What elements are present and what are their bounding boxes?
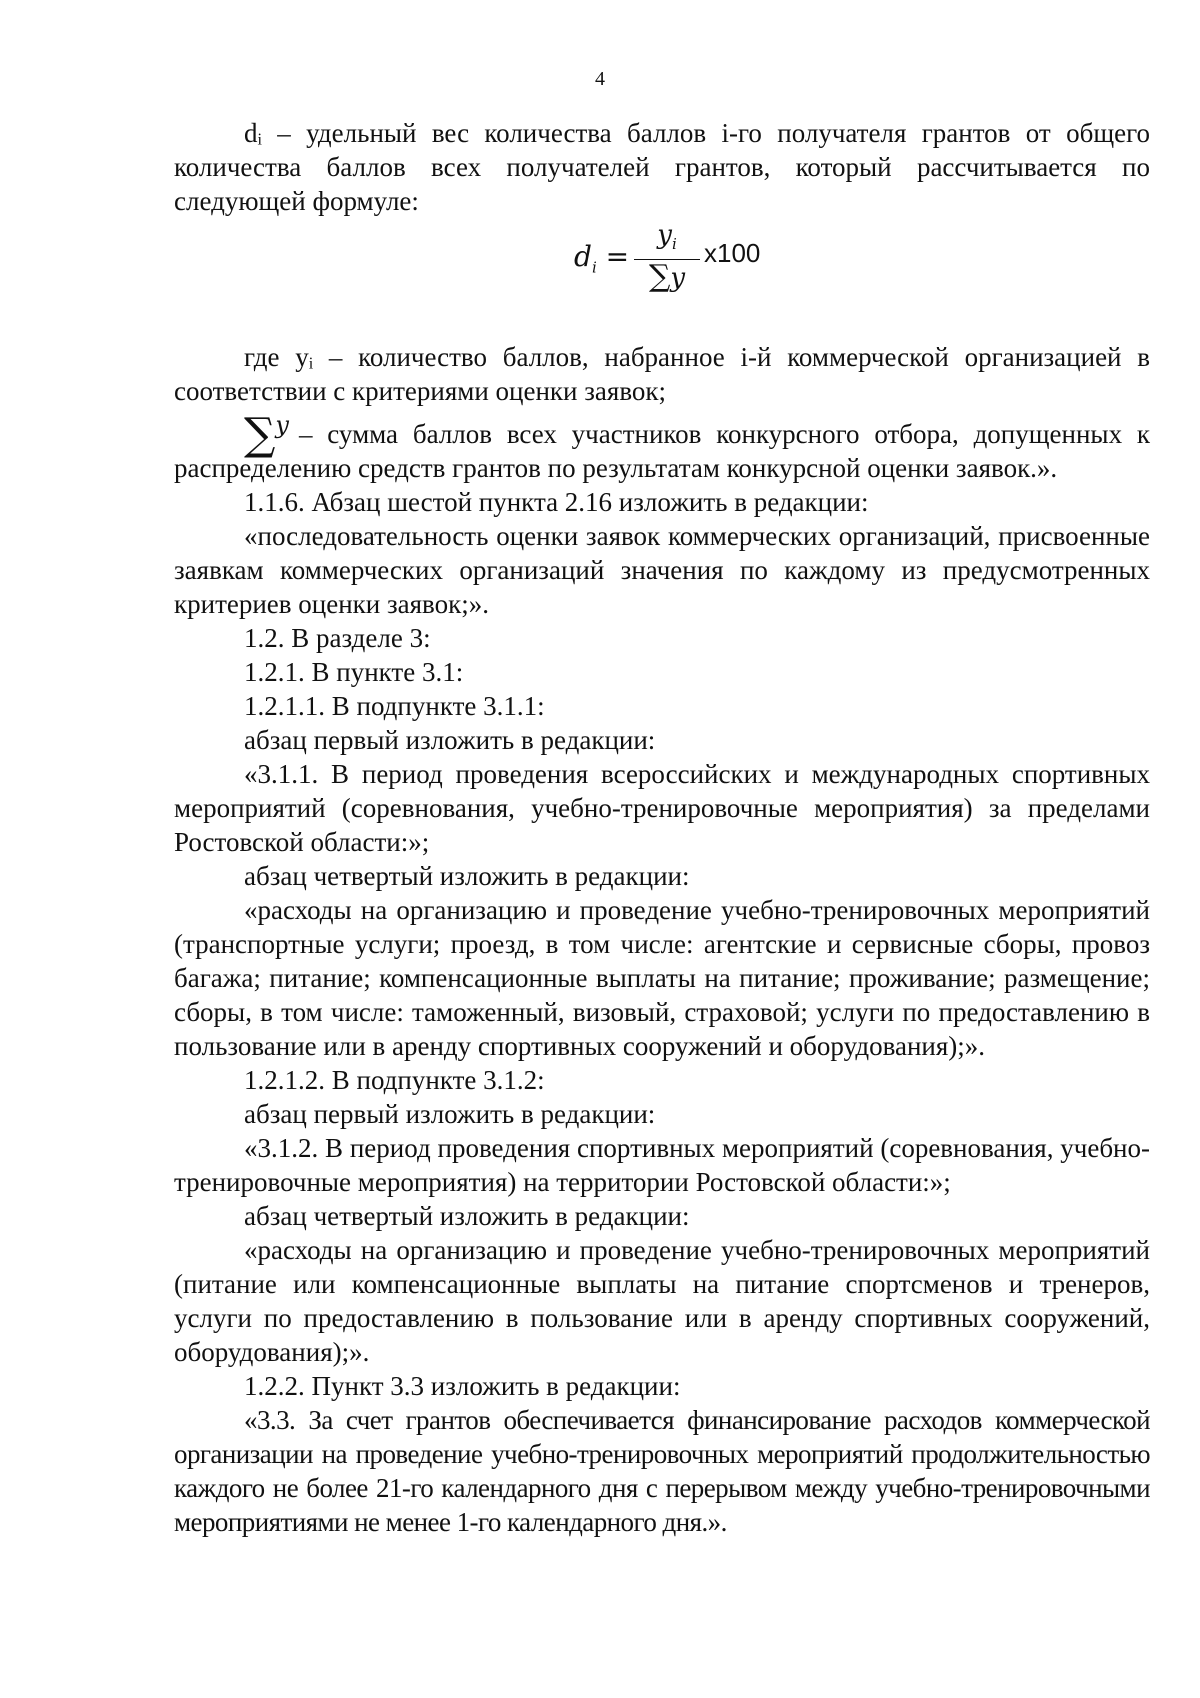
paragraph-1-2-1-2: 1.2.1.2. В подпункте 3.1.2: xyxy=(244,1065,545,1095)
paragraph-quote-3-3: «3.3. За счет грантов обеспечивается финансирование расходов коммерческой организации на проведение учебно-тренировочных мероприятий продолжительностью каждого не более 21-го календарного дня с перерывом между учебно-тренировочными мероприятиями не менее 1-го календарного дня.». xyxy=(174,1405,1150,1537)
paragraph-1-1-6: 1.1.6. Абзац шестой пункта 2.16 изложить в редакции: xyxy=(244,487,869,517)
formula-fraction xyxy=(632,220,702,295)
paragraph-first-abzac-2: абзац первый изложить в редакции: xyxy=(244,1099,656,1129)
formula-numerator: $y_i$ xyxy=(657,220,677,254)
formula-denominator: ∑y xyxy=(648,259,686,295)
paragraph-yi-definition: где yᵢ – количество баллов, набранное i-й коммерческой организацией в соответствии с критериями оценки заявок; xyxy=(174,342,1150,406)
paragraph-di-definition: dᵢ – удельный вес количества баллов i-го получателя грантов от общего количества баллов всех получателей грантов, который рассчитывается по следующей формуле: xyxy=(174,118,1150,216)
spacer xyxy=(174,310,1150,340)
paragraph-quote-3-1-2: «3.1.2. В период проведения спортивных мероприятий (соревнования, учебно-тренировочные мероприятия) на территории Ростовской области:»; xyxy=(174,1133,1150,1197)
paragraph-1-2-1: 1.2.1. В пункте 3.1: xyxy=(244,657,464,687)
page-number: 4 xyxy=(595,68,605,90)
paragraph-quote-expenses-2: «расходы на организацию и проведение учебно-тренировочных мероприятий (питание или компенсационные выплаты на питание спортсменов и тренеров, услуги по предоставлению в пользование или в аренду спортивных сооружений, оборудования);». xyxy=(174,1235,1150,1367)
paragraph-1-2-1-1: 1.2.1.1. В подпункте 3.1.1: xyxy=(244,691,545,721)
paragraph-fourth-abzac: абзац четвертый изложить в редакции: xyxy=(244,861,690,891)
paragraph-quote-3-1-1: «3.1.1. В период проведения всероссийских и международных спортивных мероприятий (соревнования, учебно-тренировочные мероприятия) за пределами Ростовской области:»; xyxy=(174,759,1150,857)
paragraph-fourth-abzac-2: абзац четвертый изложить в редакции: xyxy=(244,1201,690,1231)
paragraph-first-abzac: абзац первый изложить в редакции: xyxy=(244,725,656,755)
formula-lhs: $d_i$ = xyxy=(574,240,630,277)
paragraph-1-2-2: 1.2.2. Пункт 3.3 изложить в редакции: xyxy=(244,1371,681,1401)
paragraph-1-2: 1.2. В разделе 3: xyxy=(244,623,431,653)
sigma-variable: y xyxy=(275,411,289,439)
document-body xyxy=(174,116,1150,1539)
paragraph-quote-sequence: «последовательность оценки заявок коммерческих организаций, присвоенные заявкам коммерческих организаций значения по каждому из предусмотренных критериев оценки заявок;». xyxy=(174,521,1150,619)
sigma-symbol: ∑ xyxy=(244,409,276,460)
formula-multiplier: x100 xyxy=(704,238,761,268)
formula xyxy=(174,218,1150,310)
paragraph-sigma-definition: ∑y – сумма баллов всех участников конкурсного отбора, допущенных к распределению средств грантов по результатам конкурсной оценки заявок.». xyxy=(174,409,1150,483)
paragraph-quote-expenses-1: «расходы на организацию и проведение учебно-тренировочных мероприятий (транспортные услуги; проезд, в том числе: агентские и сервисные сборы, провоз багажа; питание; компенсационные выплаты на питание; проживание; размещение; сборы, в том числе: таможенный, визовый, страховой; услуги по предоставлению в пользование или в аренду спортивных сооружений и оборудования);». xyxy=(174,895,1150,1061)
